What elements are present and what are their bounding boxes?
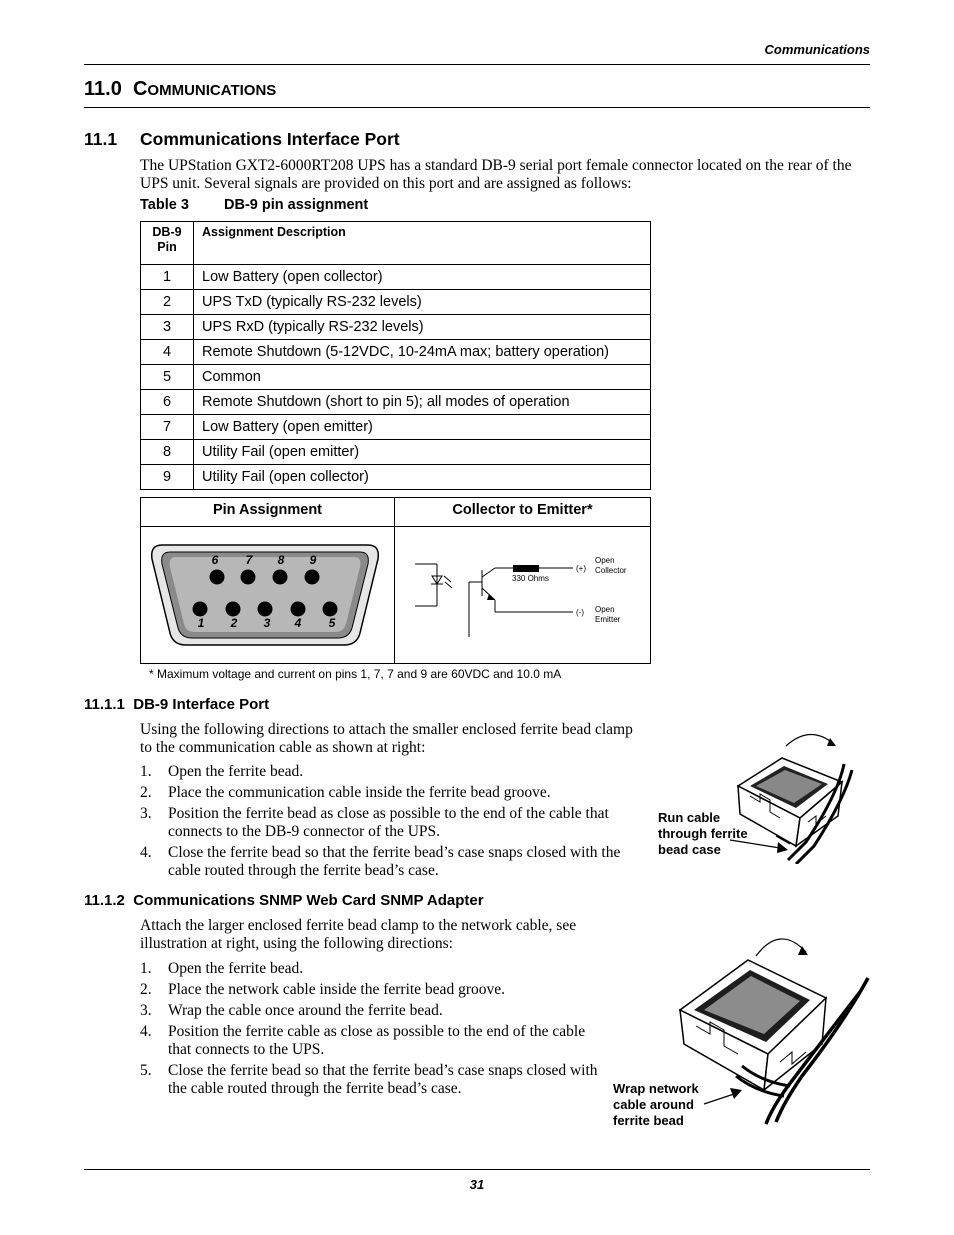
desc-cell: UPS RxD (typically RS-232 levels) bbox=[194, 315, 651, 340]
pin-cell: 7 bbox=[141, 415, 194, 440]
step-text: Wrap the cable once around the ferrite bead. bbox=[168, 1002, 443, 1019]
pin-cell: 5 bbox=[141, 365, 194, 390]
large-bead-callout-line: cable around bbox=[613, 1097, 694, 1112]
pin-label-top: 9 bbox=[309, 553, 317, 567]
pin-cell: 1 bbox=[141, 265, 194, 290]
collector-label-line2: Collector bbox=[595, 566, 627, 575]
pin-cell: 8 bbox=[141, 440, 194, 465]
step-number: 2. bbox=[140, 784, 152, 801]
db9-steps-list bbox=[140, 763, 650, 883]
running-header: Communications bbox=[764, 42, 870, 57]
pin-label-top: 7 bbox=[245, 553, 253, 567]
section-title-first: C bbox=[132, 78, 148, 100]
step-text: Position the ferrite bead as close as possible to the end of the cable that connects to the DB-9 connector of the UPS. bbox=[168, 805, 609, 840]
header-pin-line1: DB-9 bbox=[152, 225, 182, 239]
desc-cell: Low Battery (open collector) bbox=[194, 265, 651, 290]
intro-paragraph: The UPStation GXT2-6000RT208 UPS has a standard DB-9 serial port female connector located on the rear of the UPS unit. Several signals are provided on this port and are assigned as follows: bbox=[140, 157, 852, 192]
footer-rule bbox=[84, 1169, 870, 1170]
figure-footnote: * Maximum voltage and current on pins 1, 7, 7 and 9 are 60VDC and 10.0 mA bbox=[149, 667, 562, 681]
table-row bbox=[141, 465, 651, 490]
section-number: 11.0 bbox=[84, 78, 122, 100]
figure-header-collector-emitter: Collector to Emitter* bbox=[452, 502, 593, 518]
db9-section-number: 11.1.1 bbox=[84, 696, 125, 713]
pin-label-bottom: 1 bbox=[197, 616, 205, 630]
large-callout-arrow bbox=[700, 1086, 744, 1114]
list-item bbox=[140, 981, 605, 999]
step-text: Open the ferrite bead. bbox=[168, 763, 304, 780]
step-text: Close the ferrite bead so that the ferrite bead’s case snaps closed with the cable routed through the ferrite bead’s case. bbox=[168, 1062, 598, 1097]
step-text: Place the communication cable inside the ferrite bead groove. bbox=[168, 784, 551, 801]
small-bead-callout-line: through ferrite bbox=[658, 826, 748, 841]
step-text: Open the ferrite bead. bbox=[168, 960, 304, 977]
db9-section-heading bbox=[84, 696, 269, 713]
table-row bbox=[141, 440, 651, 465]
header-pin bbox=[141, 222, 194, 265]
figure-header-divider bbox=[140, 526, 651, 527]
table-caption-title: DB-9 pin assignment bbox=[224, 197, 369, 213]
table-row bbox=[141, 365, 651, 390]
db9-connector-drawing bbox=[148, 537, 382, 651]
table-row bbox=[141, 340, 651, 365]
emitter-label-line1: Open bbox=[595, 605, 615, 614]
snmp-intro: Attach the larger enclosed ferrite bead clamp to the network cable, see illustration at right, using the following directions: bbox=[140, 917, 577, 952]
resistor-symbol bbox=[513, 565, 539, 572]
subsection-title: Communications Interface Port bbox=[140, 129, 400, 149]
snmp-section-title: Communications SNMP Web Card SNMP Adapter bbox=[133, 892, 484, 909]
pin-label-bottom: 5 bbox=[328, 616, 336, 630]
table-row bbox=[141, 415, 651, 440]
resistor-label: 330 Ohms bbox=[512, 574, 549, 583]
section-title-rest: OMMUNICATIONS bbox=[147, 82, 277, 99]
desc-cell: Remote Shutdown (short to pin 5); all modes of operation bbox=[194, 390, 651, 415]
table-caption bbox=[140, 197, 368, 213]
table-header-row bbox=[141, 222, 651, 265]
header-description: Assignment Description bbox=[194, 222, 651, 265]
pin-label-top: 8 bbox=[277, 553, 285, 567]
pin-cell: 2 bbox=[141, 290, 194, 315]
page-number: 31 bbox=[469, 1177, 485, 1192]
figure-column-divider bbox=[394, 497, 395, 664]
list-item bbox=[140, 763, 650, 781]
step-number: 3. bbox=[140, 805, 152, 822]
subsection-number: 11.1 bbox=[84, 129, 118, 149]
pin-label-bottom: 2 bbox=[230, 616, 238, 630]
header-pin-line2: Pin bbox=[157, 240, 177, 254]
snmp-section-heading bbox=[84, 892, 484, 909]
table-row bbox=[141, 315, 651, 340]
desc-cell: UPS TxD (typically RS-232 levels) bbox=[194, 290, 651, 315]
minus-label: (-) bbox=[576, 608, 584, 617]
step-number: 3. bbox=[140, 1002, 152, 1019]
section-rule bbox=[84, 107, 870, 108]
table-caption-label: Table 3 bbox=[140, 197, 189, 213]
small-bead-callout-line: bead case bbox=[658, 842, 721, 857]
list-item bbox=[140, 784, 650, 802]
db9-section-title: DB-9 Interface Port bbox=[133, 696, 270, 713]
step-number: 1. bbox=[140, 763, 152, 780]
step-number: 1. bbox=[140, 960, 152, 977]
large-bead-callout bbox=[613, 1081, 699, 1129]
snmp-section-number: 11.1.2 bbox=[84, 892, 125, 909]
step-text: Position the ferrite cable as close as possible to the end of the cable that connects to the UPS. bbox=[168, 1023, 586, 1058]
step-number: 2. bbox=[140, 981, 152, 998]
header-rule bbox=[84, 64, 870, 65]
table-row bbox=[141, 390, 651, 415]
subsection-heading bbox=[84, 129, 400, 150]
list-item bbox=[140, 1062, 605, 1098]
step-text: Close the ferrite bead so that the ferrite bead’s case snaps closed with the cable routed through the ferrite bead’s case. bbox=[168, 844, 621, 879]
list-item bbox=[140, 844, 650, 880]
pin-cell: 6 bbox=[141, 390, 194, 415]
pin-assignment-table bbox=[140, 221, 651, 490]
snmp-steps-list bbox=[140, 960, 605, 1101]
desc-cell: Low Battery (open emitter) bbox=[194, 415, 651, 440]
pin-label-bottom: 4 bbox=[294, 616, 302, 630]
list-item bbox=[140, 1023, 605, 1059]
plus-label: (+) bbox=[576, 564, 586, 573]
small-bead-callout bbox=[658, 810, 748, 858]
pin-cell: 4 bbox=[141, 340, 194, 365]
desc-cell: Common bbox=[194, 365, 651, 390]
list-item bbox=[140, 805, 650, 841]
section-title bbox=[84, 78, 276, 101]
collector-label-line1: Open bbox=[595, 556, 615, 565]
step-number: 5. bbox=[140, 1062, 152, 1079]
pin-label-bottom: 3 bbox=[263, 616, 271, 630]
large-bead-callout-line: Wrap network bbox=[613, 1081, 699, 1096]
table-row bbox=[141, 290, 651, 315]
figure-header-pin-assignment: Pin Assignment bbox=[212, 502, 323, 518]
step-number: 4. bbox=[140, 844, 152, 861]
pin-cell: 3 bbox=[141, 315, 194, 340]
emitter-label-line2: Emitter bbox=[595, 615, 621, 624]
desc-cell: Remote Shutdown (5-12VDC, 10-24mA max; battery operation) bbox=[194, 340, 651, 365]
large-bead-callout-line: ferrite bead bbox=[613, 1113, 684, 1128]
table-row bbox=[141, 265, 651, 290]
db9-intro: Using the following directions to attach the smaller enclosed ferrite bead clamp to the communication cable as shown at right: bbox=[140, 721, 633, 756]
opto-circuit-drawing bbox=[405, 540, 645, 645]
step-text: Place the network cable inside the ferrite bead groove. bbox=[168, 981, 505, 998]
desc-cell: Utility Fail (open emitter) bbox=[194, 440, 651, 465]
pin-label-top: 6 bbox=[211, 553, 219, 567]
pin-cell: 9 bbox=[141, 465, 194, 490]
list-item bbox=[140, 960, 605, 978]
step-number: 4. bbox=[140, 1023, 152, 1040]
small-bead-callout-line: Run cable bbox=[658, 810, 721, 825]
desc-cell: Utility Fail (open collector) bbox=[194, 465, 651, 490]
list-item bbox=[140, 1002, 605, 1020]
